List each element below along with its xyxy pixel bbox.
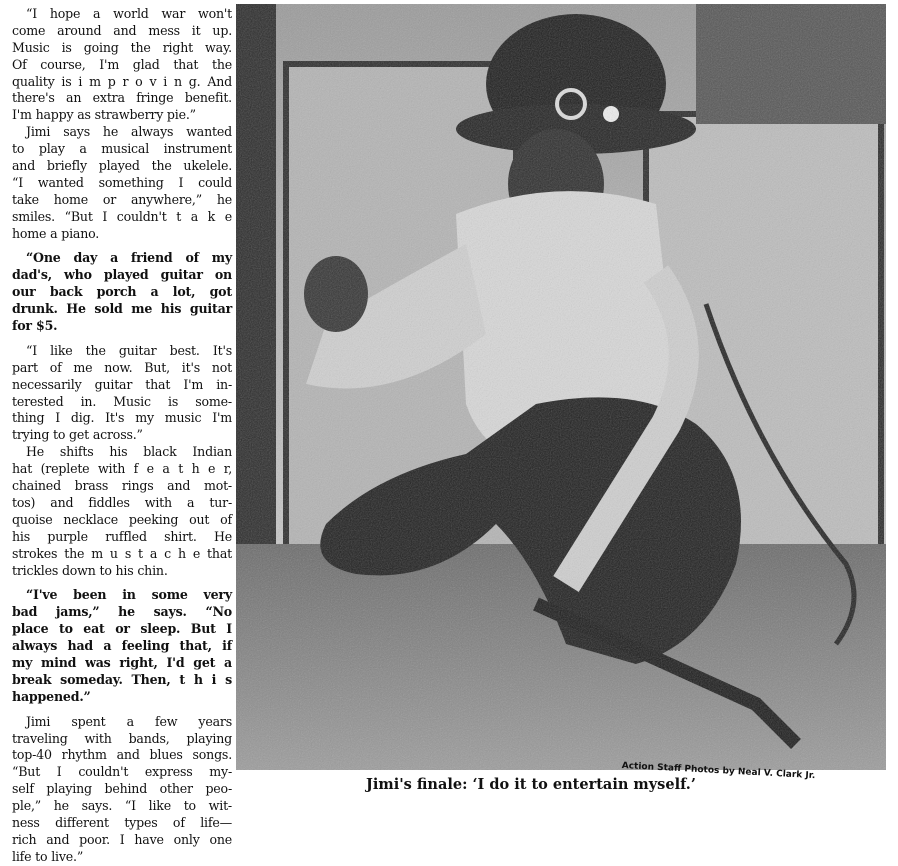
article-paragraph <box>12 444 232 579</box>
article-line: to play a musical instrument <box>12 141 232 157</box>
article-line: smiles. “But I couldn't t a k e <box>12 208 232 224</box>
article-line: place to eat or sleep. But I <box>12 621 232 637</box>
article-paragraph <box>12 714 232 866</box>
article-line: bad jams,” he says. “No <box>12 604 232 620</box>
article-line: dad's, who played guitar on <box>12 267 232 283</box>
article-line: He shifts his black Indian <box>26 444 232 460</box>
photo-caption: Jimi's finale: ‘I do it to entertain myself.’ <box>366 776 696 793</box>
article-line: come around and mess it up. <box>12 22 232 38</box>
article-line: happened.” <box>12 688 91 704</box>
article-paragraph <box>12 250 232 334</box>
article-paragraph <box>12 6 232 124</box>
article-line: and briefly played the ukelele. <box>12 158 232 174</box>
article-line: Jimi spent a few years <box>26 713 232 729</box>
article-line: traveling with bands, playing <box>12 730 232 746</box>
article-line: “I've been in some very <box>26 587 232 603</box>
article-line: part of me now. But, it's not <box>12 359 232 375</box>
article-line: tos) and fiddles with a tur- <box>12 494 232 510</box>
article-line: rich and poor. I have only one <box>12 831 232 847</box>
article-line: necessarily guitar that I'm in- <box>12 376 232 392</box>
article-line: “I wanted something I could <box>12 174 232 190</box>
article-line: “But I couldn't express my- <box>12 764 232 780</box>
article-line: “One day a friend of my <box>26 250 232 266</box>
article-line: thing I dig. It's my music I'm <box>12 410 232 426</box>
article-line: drunk. He sold me his guitar <box>12 301 232 317</box>
photo-credit: Action Staff Photos by Neal V. Clark Jr. <box>621 761 816 782</box>
article-line: life to live.” <box>12 848 84 864</box>
article-line: always had a feeling that, if <box>12 638 232 654</box>
article-line: my mind was right, I'd get a <box>12 654 232 670</box>
article-line: “I like the guitar best. It's <box>26 342 232 358</box>
article-paragraph <box>12 124 232 242</box>
article-line: quality is i m p r o v i n g. And <box>12 73 232 89</box>
article-line: ple,” he says. “I like to wit- <box>12 798 232 814</box>
article-line: top-40 rhythm and blues songs. <box>12 747 232 763</box>
article-line: for $5. <box>12 318 58 334</box>
article-line: terested in. Music is some- <box>12 393 232 409</box>
article-paragraph <box>12 587 232 705</box>
article-paragraph <box>12 343 232 444</box>
article-line: trying to get across.” <box>12 427 143 443</box>
article-line: hat (replete with f e a t h e r, <box>12 461 232 477</box>
article-line: chained brass rings and mot- <box>12 478 232 494</box>
article-column <box>12 6 232 866</box>
article-line: break someday. Then, t h i s <box>12 671 232 687</box>
photo-jimi-kneeling <box>236 4 886 770</box>
article-line: Of course, I'm glad that the <box>12 56 232 72</box>
article-line: “I hope a world war won't <box>26 6 232 21</box>
article-line: trickles down to his chin. <box>12 562 168 578</box>
article-line: our back porch a lot, got <box>12 284 232 300</box>
article-line: home a piano. <box>12 225 100 241</box>
article-line: Jimi says he always wanted <box>26 124 232 140</box>
article-line: there's an extra fringe benefit. <box>12 90 232 106</box>
article-line: self playing behind other peo- <box>12 781 232 797</box>
article-line: Music is going the right way. <box>12 39 232 55</box>
article-line: quoise necklace peeking out of <box>12 511 232 527</box>
article-line: take home or anywhere,” he <box>12 191 232 207</box>
article-line: his purple ruffled shirt. He <box>12 528 232 544</box>
article-line: I'm happy as strawberry pie.” <box>12 107 196 123</box>
article-line: ness different types of life— <box>12 814 232 830</box>
article-line: strokes the m u s t a c h e that <box>12 545 232 561</box>
